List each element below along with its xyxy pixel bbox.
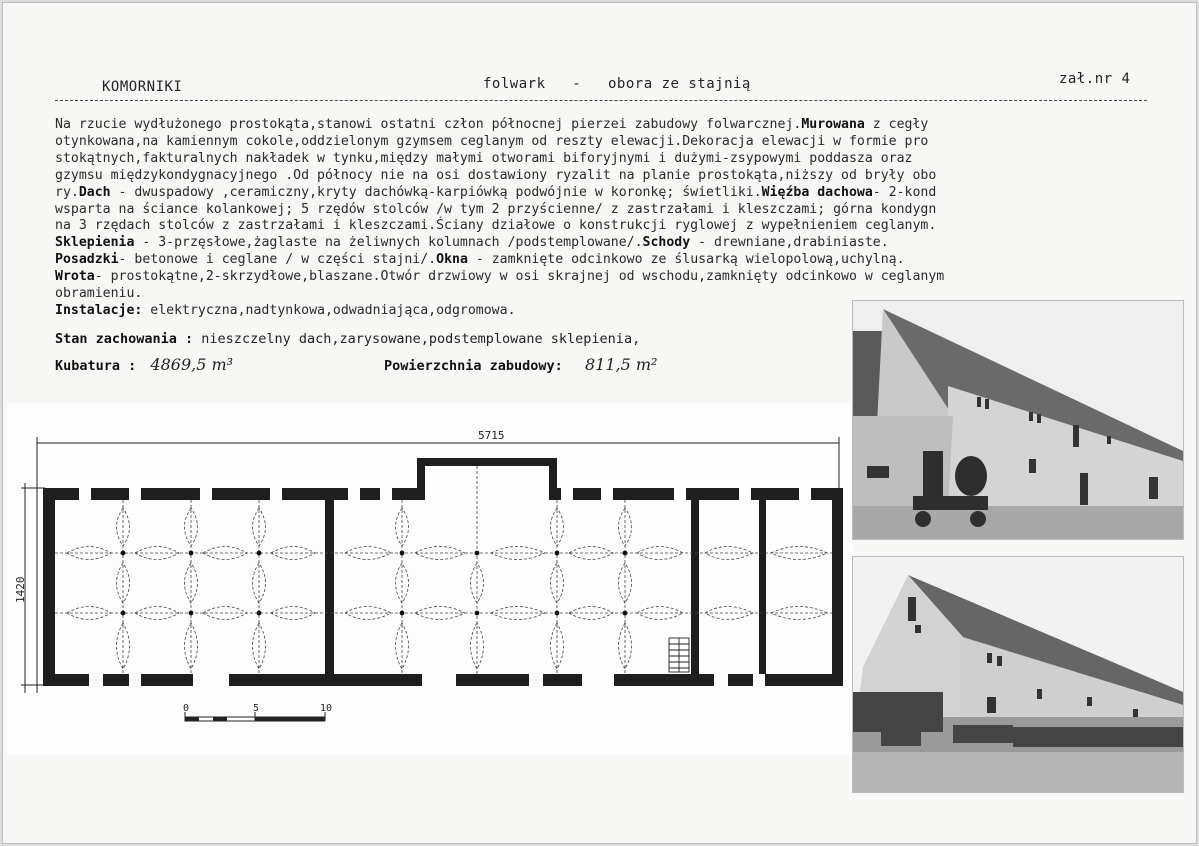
description-text xyxy=(55,117,1195,320)
ladder-stair xyxy=(669,638,689,672)
length-label: 5715 xyxy=(478,429,505,442)
description-line xyxy=(55,117,1195,134)
length-dimension xyxy=(37,437,839,693)
description-line xyxy=(55,269,1195,286)
width-label: 1420 xyxy=(14,576,27,603)
volume-label: Kubatura : xyxy=(55,358,137,374)
description-line xyxy=(55,168,1195,185)
description-keyword: Schody xyxy=(642,235,691,251)
description-line xyxy=(55,134,1195,151)
description-keyword: Posadzki xyxy=(55,252,119,268)
photo-barn-gable-view xyxy=(852,556,1184,793)
description-line xyxy=(55,185,1195,202)
condition-value: nieszczelny dach,zarysowane,podstemplowane sklepienia, xyxy=(193,331,641,347)
condition-label: Stan zachowania : xyxy=(55,331,194,347)
description-line xyxy=(55,202,1195,219)
description-keyword: Więźba dachowa xyxy=(761,184,873,200)
description-keyword: Murowana xyxy=(801,117,865,132)
location-title: KOMORNIKI xyxy=(102,79,183,95)
description-segment: - prostokątne,2-skrzydłowe,blaszane.Otwór drzwiowy w osi skrajnej od wschodu,zamknięty odcinkowo w ceglanym xyxy=(94,269,945,285)
description-segment: stokątnych,fakturalnych nakładek w tynku,między małymi otworami biforyjnymi i dużymi-zsypowymi poddasza oraz xyxy=(55,150,913,166)
header-divider xyxy=(55,100,1147,101)
description-segment: otynkowana,na kamiennym cokole,oddzielonym gzymsem ceglanym od reszty elewacji.Dekoracja elewacji w formie pro xyxy=(55,133,929,149)
description-segment: z cegły xyxy=(864,117,929,132)
area-row xyxy=(384,355,657,374)
description-keyword: Dach xyxy=(78,184,111,200)
scale-label-0: 0 xyxy=(183,703,190,714)
description-keyword: Okna xyxy=(436,252,468,268)
description-keyword: Instalacje: xyxy=(55,302,143,318)
description-segment: wsparta na ściance kolankowej; 5 rzędów stolców /w tym 2 przyścienne/ z zastrzałami i kleszczami; górna kondygn xyxy=(55,201,937,217)
description-segment: - 3-przęsłowe,żaglaste na żeliwnych kolumnach /podstemplowane/. xyxy=(134,235,643,251)
description-segment: - zamknięte odcinkowo ze ślusarką wielopolową,uchylną. xyxy=(467,252,905,268)
floor-plan-drawing xyxy=(7,403,853,755)
wall-openings xyxy=(79,488,811,686)
partition-walls xyxy=(325,500,766,674)
volume-row xyxy=(55,355,233,374)
description-keyword: Wrota xyxy=(55,269,95,285)
condition-row xyxy=(55,331,640,347)
description-segment: obramieniu. xyxy=(55,286,143,302)
description-line xyxy=(55,151,1195,168)
area-label: Powierzchnia zabudowy: xyxy=(384,358,563,374)
description-segment: - drewniane,drabiniaste. xyxy=(690,235,889,251)
appendix-number: zał.nr 4 xyxy=(1059,71,1131,87)
scale-label-10: 10 xyxy=(320,703,333,714)
description-segment: gzymsu międzykondygnacyjnego .Od północy nie na osi dostawiony ryzalit na planie prostokąta,niższy od bryły obo xyxy=(55,167,937,183)
description-segment: - dwuspadowy ,ceramiczny,kryty dachówką-karpiówką podwójnie w koronkę; świetliki. xyxy=(110,184,762,200)
description-segment: - betonowe i ceglane / w części stajni/. xyxy=(118,252,437,268)
description-line xyxy=(55,252,1195,269)
cast-iron-columns xyxy=(121,551,628,616)
outer-walls xyxy=(43,458,843,686)
floor-plan-panel xyxy=(7,403,853,755)
photo-barn-courtyard xyxy=(852,300,1184,540)
description-keyword: Sklepienia xyxy=(55,235,135,251)
description-line xyxy=(55,235,1195,252)
volume-value: 4869,5 m³ xyxy=(150,355,234,374)
description-segment: - 2-kond xyxy=(872,184,937,200)
description-segment: elektryczna,nadtynkowa,odwadniająca,odgromowa. xyxy=(142,302,516,318)
description-line xyxy=(55,218,1195,235)
description-segment: na 3 rzędach stolców z zastrzałami i kleszczami.Ściany działowe o konstrukcji ryglowej z wypełnieniem ceglanym. xyxy=(55,218,937,234)
description-segment: Na rzucie wydłużonego prostokąta,stanowi ostatni człon północnej pierzei zabudowy folwarcznej. xyxy=(55,117,802,132)
record-sheet xyxy=(2,2,1197,844)
area-value: 811,5 m² xyxy=(584,355,658,374)
subject-title: folwark - obora ze stajnią xyxy=(483,76,751,92)
description-segment: ry. xyxy=(55,184,79,200)
scale-label-5: 5 xyxy=(253,703,260,714)
